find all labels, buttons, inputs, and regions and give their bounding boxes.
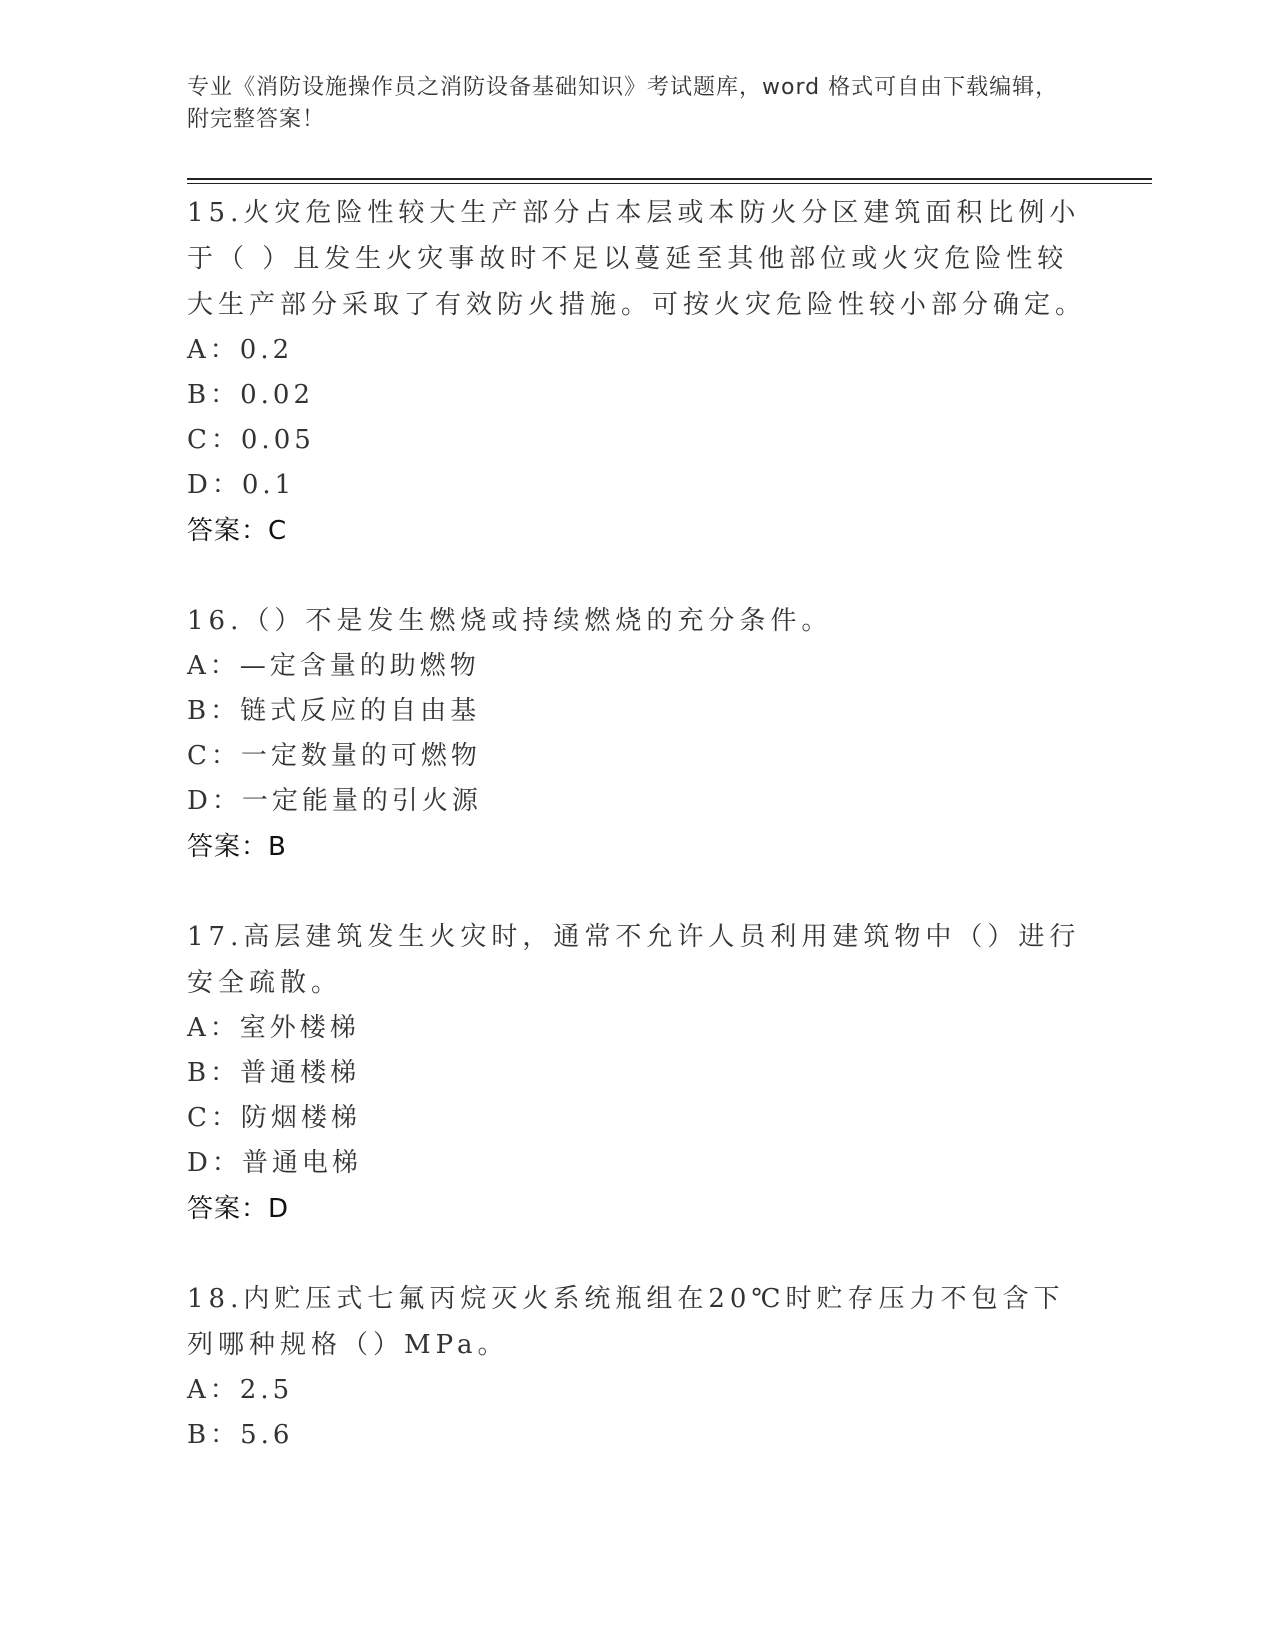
option-a: A：0.2 <box>187 335 294 365</box>
header-divider-thin <box>187 183 1152 184</box>
answer-line: 答案：B <box>187 832 287 862</box>
option-c: C：一定数量的可燃物 <box>187 741 481 771</box>
question-15 <box>187 190 1087 554</box>
answer-line: 答案：D <box>187 1194 290 1224</box>
answer-line: 答案：C <box>187 516 288 546</box>
document-header: 专业《消防设施操作员之消防设备基础知识》考试题库，word 格式可自由下载编辑，附完整答案！ <box>187 75 1059 132</box>
question-18 <box>187 1276 1087 1458</box>
option-c: C：0.05 <box>187 425 315 455</box>
question-text: 16.（）不是发生燃烧或持续燃烧的充分条件。 <box>187 606 833 636</box>
option-a: A：2.5 <box>187 1375 294 1405</box>
option-b: B：链式反应的自由基 <box>187 696 481 726</box>
option-b: B：0.02 <box>187 380 314 410</box>
question-text: 15.火灾危险性较大生产部分占本层或本防火分区建筑面积比例小于（ ）且发生火灾事故时不足以蔓延至其他部位或火灾危险性较大生产部分采取了有效防火措施。可按火灾危险性较小部分确定。 <box>187 198 1087 320</box>
option-a: A：室外楼梯 <box>187 1013 360 1043</box>
header-divider-thick <box>187 178 1152 180</box>
question-16 <box>187 598 1087 870</box>
option-b: B：普通楼梯 <box>187 1058 361 1088</box>
option-b: B：5.6 <box>187 1420 294 1450</box>
question-text: 18.内贮压式七氟丙烷灭火系统瓶组在20℃时贮存压力不包含下列哪种规格（）MPa。 <box>187 1284 1065 1360</box>
option-c: C：防烟楼梯 <box>187 1103 361 1133</box>
option-d: D：0.1 <box>187 470 296 500</box>
question-17 <box>187 914 1087 1232</box>
option-d: D：一定能量的引火源 <box>187 786 482 816</box>
question-list <box>187 190 1087 1502</box>
option-d: D：普通电梯 <box>187 1148 362 1178</box>
option-a: A：—定含量的助燃物 <box>187 651 480 681</box>
question-text: 17.高层建筑发生火灾时，通常不允许人员利用建筑物中（）进行安全疏散。 <box>187 922 1081 998</box>
